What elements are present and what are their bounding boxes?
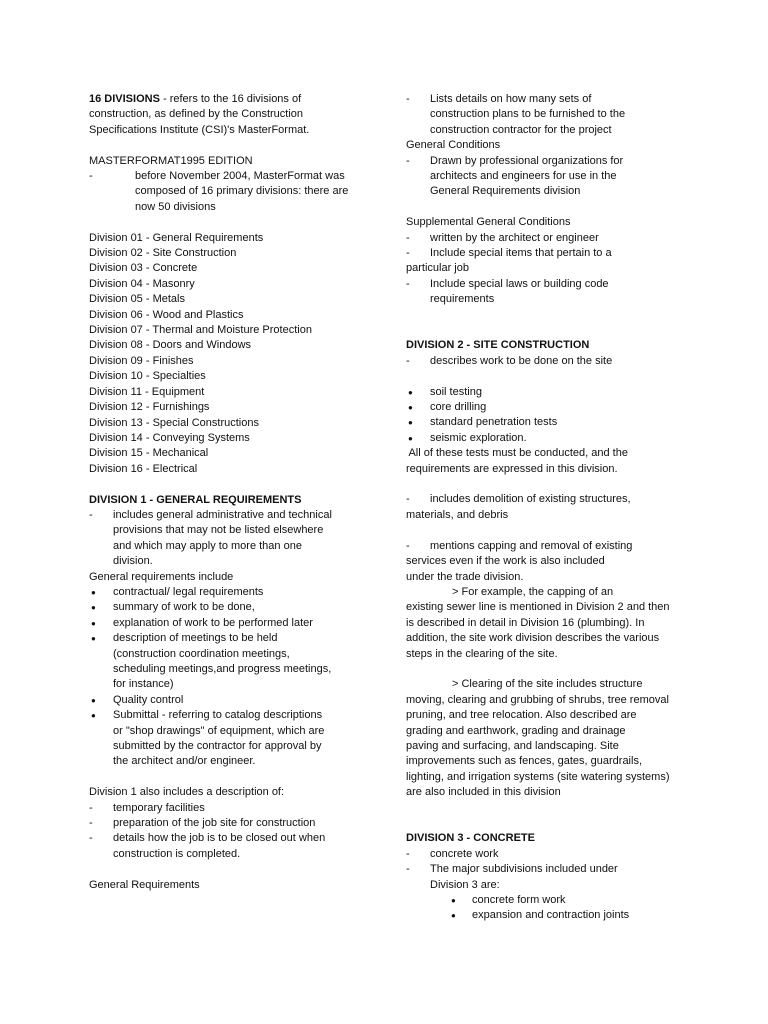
sub-bullet-item bbox=[406, 908, 688, 923]
div2-heading: DIVISION 2 - SITE CONSTRUCTION bbox=[406, 339, 590, 352]
bullet-text: ● standard penetration tests bbox=[430, 416, 558, 429]
division-item: Division 07 - Thermal and Moisture Protection bbox=[89, 324, 312, 337]
dash-item bbox=[89, 816, 374, 831]
dash-item-text: - Drawn by professional organizations for bbox=[430, 154, 624, 167]
bullet-text: or "shop drawings" of equipment, which are bbox=[113, 724, 325, 737]
dash-item-cont: composed of 16 primary divisions: there are bbox=[135, 185, 349, 198]
dash-item-text: - before November 2004, MasterFormat was bbox=[135, 170, 345, 183]
dash-item-text: Division 3 are: bbox=[430, 878, 500, 891]
bullet-text: (construction coordination meetings, bbox=[113, 647, 290, 660]
dash-item bbox=[406, 539, 688, 554]
division-item: Division 12 - Furnishings bbox=[89, 401, 210, 414]
dash-item bbox=[406, 277, 688, 308]
left-column bbox=[89, 92, 374, 893]
clearing-line: lighting, and irrigation systems (site watering systems) bbox=[406, 770, 670, 783]
clearing-line: moving, clearing and grubbing of shrubs, tree removal bbox=[406, 693, 669, 706]
bullet-text: ● concrete form work bbox=[472, 893, 566, 906]
bullet-text: scheduling meetings,and progress meetings, bbox=[113, 662, 332, 675]
dash-item-text: requirements bbox=[430, 293, 495, 306]
dash-item-text: - describes work to be done on the site bbox=[430, 354, 613, 367]
div2-tests-line: All of these tests must be conducted, and the bbox=[406, 447, 628, 460]
dash-item-text: - concrete work bbox=[430, 847, 499, 860]
dash-item bbox=[406, 492, 688, 507]
bullet-item bbox=[89, 693, 374, 708]
division-item: Division 15 - Mechanical bbox=[89, 447, 209, 460]
gr-bullet-list bbox=[89, 585, 374, 770]
example-line: steps in the clearing of the site. bbox=[406, 647, 558, 660]
clearing-line: grading and earthwork, grading and drainage bbox=[406, 724, 626, 737]
bullet-text: ● contractual/ legal requirements bbox=[113, 585, 264, 598]
intro-bold-term: 16 DIVISIONS bbox=[89, 93, 160, 105]
clearing-first-line: > Clearing of the site includes structure bbox=[452, 678, 643, 691]
dash-item bbox=[406, 92, 688, 138]
clearing-line: are also included in this division bbox=[406, 786, 561, 799]
division-item: Division 05 - Metals bbox=[89, 293, 185, 306]
dash-item-text: - includes demolition of existing structures, bbox=[430, 493, 631, 506]
bullet-item bbox=[406, 415, 688, 430]
dash-item bbox=[406, 354, 688, 369]
div2-bullet-list bbox=[406, 385, 688, 447]
dash-item-cont: under the trade division. bbox=[406, 570, 524, 583]
dash-item-text: - preparation of the job site for construction bbox=[113, 817, 316, 830]
example-line: existing sewer line is mentioned in Division 2 and then bbox=[406, 601, 670, 614]
bullet-text: the architect and/or engineer. bbox=[113, 755, 256, 768]
dash-item-text: - mentions capping and removal of existing bbox=[430, 539, 633, 552]
bullet-text: ● explanation of work to be performed later bbox=[113, 616, 313, 629]
gr-include: General requirements include bbox=[89, 570, 234, 583]
example-first-line: > For example, the capping of an bbox=[452, 585, 614, 598]
dash-item-text: - The major subdivisions included under bbox=[430, 863, 618, 876]
bullet-item bbox=[89, 600, 374, 615]
bullet-text: for instance) bbox=[113, 678, 174, 691]
dash-item-cont: now 50 divisions bbox=[135, 200, 216, 213]
division-item: Division 03 - Concrete bbox=[89, 262, 198, 275]
dash-item bbox=[89, 831, 374, 862]
dash-item-text: architects and engineers for use in the bbox=[430, 170, 617, 183]
div1-also: Division 1 also includes a description of: bbox=[89, 786, 285, 799]
bullet-text: ● seismic exploration. bbox=[430, 431, 527, 444]
dash-item-cont: services even if the work is also included bbox=[406, 555, 605, 568]
bullet-item bbox=[406, 385, 688, 400]
dash-item bbox=[406, 847, 688, 862]
dash-item-text: and which may apply to more than one bbox=[113, 539, 302, 552]
division-item: Division 08 - Doors and Windows bbox=[89, 339, 252, 352]
division-item: Division 04 - Masonry bbox=[89, 277, 195, 290]
sub-bullet-item bbox=[406, 893, 688, 908]
division-item: Division 01 - General Requirements bbox=[89, 231, 264, 244]
dash-item bbox=[406, 862, 688, 893]
bullet-text: ● core drilling bbox=[430, 401, 487, 414]
dash-item-text: - Lists details on how many sets of bbox=[430, 93, 592, 105]
general-conditions-title: General Conditions bbox=[406, 139, 501, 152]
example-line: addition, the site work division describes the various bbox=[406, 632, 660, 645]
dash-item bbox=[406, 154, 688, 200]
dash-item bbox=[89, 169, 374, 184]
division-item: Division 02 - Site Construction bbox=[89, 247, 237, 260]
dash-item-text: construction contractor for the project bbox=[430, 123, 612, 136]
bullet-text: ● soil testing bbox=[430, 385, 482, 398]
dash-item-text: construction plans to be furnished to the bbox=[430, 108, 626, 121]
bullet-item bbox=[89, 708, 374, 770]
dash-item-text: General Requirements division bbox=[430, 185, 581, 198]
div1-heading: DIVISION 1 - GENERAL REQUIREMENTS bbox=[89, 493, 302, 506]
clearing-line: pruning, and tree relocation. Also described are bbox=[406, 709, 637, 722]
dash-item-text: - details how the job is to be closed out when bbox=[113, 832, 326, 845]
dash-item-cont: materials, and debris bbox=[406, 508, 509, 521]
dash-item bbox=[89, 508, 374, 570]
intro-line-3: Specifications Institute (CSI)'s MasterFormat. bbox=[89, 123, 310, 136]
bullet-item bbox=[89, 631, 374, 693]
dash-item-text: - Include special items that pertain to a bbox=[430, 247, 612, 260]
dash-item-text: provisions that may not be listed elsewhere bbox=[113, 524, 324, 537]
dash-item bbox=[89, 801, 374, 816]
division-item: Division 06 - Wood and Plastics bbox=[89, 308, 244, 321]
example-line: is described in detail in Division 16 (plumbing). In bbox=[406, 616, 645, 629]
masterformat-title: MASTERFORMAT1995 EDITION bbox=[89, 154, 253, 167]
bullet-text: ● summary of work to be done, bbox=[113, 601, 255, 614]
dash-item bbox=[406, 231, 688, 246]
dash-item-text: division. bbox=[113, 555, 153, 568]
division-item: Division 10 - Specialties bbox=[89, 370, 206, 383]
division-item: Division 14 - Conveying Systems bbox=[89, 431, 250, 444]
division-item: Division 11 - Equipment bbox=[89, 385, 205, 398]
dash-item-text: - includes general administrative and technical bbox=[113, 508, 332, 521]
bullet-item bbox=[406, 400, 688, 415]
bullet-item bbox=[406, 431, 688, 446]
supplemental-title: Supplemental General Conditions bbox=[406, 216, 571, 229]
bullet-text: submitted by the contractor for approval by bbox=[113, 740, 322, 753]
right-column bbox=[406, 92, 688, 924]
division-list bbox=[89, 231, 374, 478]
div3-heading: DIVISION 3 - CONCRETE bbox=[406, 832, 535, 845]
dash-item-text: construction is completed. bbox=[113, 847, 241, 860]
intro-text: - refers to the 16 divisions of bbox=[159, 93, 302, 105]
division-item: Division 09 - Finishes bbox=[89, 354, 194, 367]
division-item: Division 13 - Special Constructions bbox=[89, 416, 259, 429]
gr-footer: General Requirements bbox=[89, 878, 200, 891]
dash-item-text: - temporary facilities bbox=[113, 801, 205, 814]
bullet-text: ● expansion and contraction joints bbox=[472, 909, 630, 922]
div2-tests-line: requirements are expressed in this division. bbox=[406, 462, 618, 475]
intro-line-2: construction, as defined by the Construction bbox=[89, 108, 304, 121]
dash-item-text: - written by the architect or engineer bbox=[430, 231, 599, 244]
bullet-text: ● Quality control bbox=[113, 693, 184, 706]
dash-item-cont: particular job bbox=[406, 262, 469, 275]
division-item: Division 16 - Electrical bbox=[89, 462, 198, 475]
bullet-item bbox=[89, 585, 374, 600]
dash-item bbox=[406, 246, 688, 261]
bullet-text: ● Submittal - referring to catalog descriptions bbox=[113, 709, 323, 722]
clearing-line: paving and surfacing, and landscaping. Site bbox=[406, 739, 619, 752]
bullet-item bbox=[89, 616, 374, 631]
intro-line bbox=[89, 92, 374, 107]
dash-item-text: - Include special laws or building code bbox=[430, 277, 609, 290]
clearing-line: improvements such as fences, gates, guardrails, bbox=[406, 755, 643, 768]
bullet-text: ● description of meetings to be held bbox=[113, 632, 278, 645]
